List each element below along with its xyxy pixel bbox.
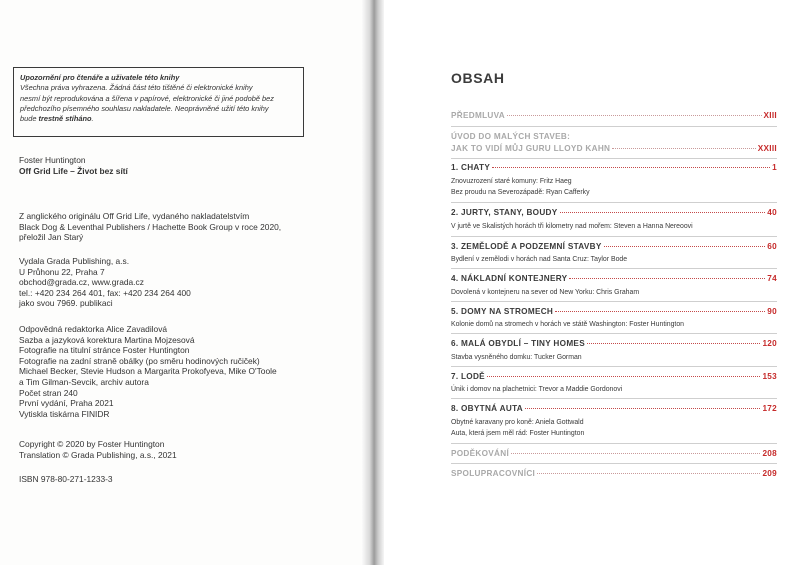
toc-separator — [451, 268, 777, 269]
notice-line: nesmí být reprodukována a šířena v papírové, elektronické či jiné podobě bez — [20, 93, 274, 103]
toc-subentry: Obytné karavany pro koně: Aniela Gottwald — [451, 419, 584, 426]
toc-subentry: Únik i domov na plachetnici: Trevor a Maddie Gordonovi — [451, 386, 623, 393]
imprint-author-block — [19, 155, 128, 176]
toc-entry-page: XXIII — [757, 144, 777, 153]
toc-separator — [451, 301, 777, 302]
toc-title: OBSAH — [451, 70, 505, 86]
toc-entry-label: 4. NÁKLADNÍ KONTEJNERY — [451, 274, 568, 283]
toc-entry-page: 120 — [762, 339, 777, 348]
toc-subentry: Bydlení v zemělodi v horách nad Santa Cruz: Taylor Bode — [451, 256, 628, 263]
imprint-line: tel.: +420 234 264 401, fax: +420 234 264 400 — [19, 287, 191, 298]
toc-entry-chapter-3 — [451, 242, 777, 251]
imprint-line: přeložil Jan Starý — [19, 232, 84, 243]
toc-entry-label: 3. ZEMĚLODĚ A PODZEMNÍ STAVBY — [451, 242, 602, 251]
toc-entry-label: JAK TO VIDÍ MŮJ GURU LLOYD KAHN — [451, 144, 611, 153]
toc-dot-leader — [492, 167, 770, 168]
notice-last-suffix: . — [91, 114, 94, 124]
toc-entry-label: 2. JURTY, STANY, BOUDY — [451, 208, 558, 217]
toc-entry-podekovani — [451, 449, 777, 458]
notice-heading: Upozornění pro čtenáře a uživatele této knihy — [20, 73, 180, 82]
toc-entry-label: 1. CHATY — [451, 163, 491, 172]
toc-separator — [451, 463, 777, 464]
toc-entry-page: 60 — [767, 242, 777, 251]
imprint-credits-block — [19, 324, 277, 419]
imprint-line: Fotografie na titulní stránce Foster Huntington — [19, 345, 190, 356]
toc-subentry: Auta, která jsem měl rád: Foster Huntington — [451, 430, 585, 437]
toc-entry-page: 153 — [762, 372, 777, 381]
imprint-line: Odpovědná redaktorka Alice Zavadilová — [19, 324, 168, 334]
imprint-publisher-block — [19, 256, 191, 309]
imprint-line: Sazba a jazyková korektura Martina Mojzesová — [19, 334, 195, 345]
imprint-line: U Průhonu 22, Praha 7 — [19, 266, 105, 277]
toc-dot-leader — [525, 408, 760, 409]
imprint-line: Z anglického originálu Off Grid Life, vydaného nakladatelstvím — [19, 211, 250, 221]
toc-entry-chapter-8 — [451, 404, 777, 413]
notice-line: předchozího písemného souhlasu nakladatele. Neoprávněné užití této knihy — [20, 103, 269, 113]
toc-dot-leader — [587, 343, 760, 344]
toc-entry-chapter-6 — [451, 339, 777, 348]
toc-entry-label: SPOLUPRACOVNÍCI — [451, 469, 536, 478]
toc-separator — [451, 443, 777, 444]
toc-separator — [451, 126, 777, 127]
toc-entry-chapter-5 — [451, 307, 777, 316]
imprint-author: Foster Huntington — [19, 155, 86, 165]
toc-entry-page: 172 — [762, 404, 777, 413]
toc-entry-label: PŘEDMLUVA — [451, 111, 505, 120]
toc-separator — [451, 236, 777, 237]
copyright-notice-box — [13, 67, 304, 137]
notice-line — [20, 114, 297, 124]
toc-dot-leader — [604, 246, 766, 247]
toc-subentry: Stavba vysněného domku: Tucker Gorman — [451, 354, 582, 361]
imprint-line: Black Dog & Leventhal Publishers / Hachette Book Group v roce 2020, — [19, 221, 282, 232]
imprint-isbn-block — [19, 474, 113, 485]
imprint-line: První vydání, Praha 2021 — [19, 398, 114, 409]
toc-dot-leader — [511, 453, 760, 454]
toc-subentry: Dovolená v kontejneru na sever od New Yorku: Chris Graham — [451, 289, 640, 296]
toc-dot-leader — [555, 311, 765, 312]
imprint-line: Translation © Grada Publishing, a.s., 2021 — [19, 449, 177, 460]
toc-separator — [451, 333, 777, 334]
toc-separator — [451, 366, 777, 367]
toc-entry-chapter-2 — [451, 208, 777, 217]
imprint-isbn: ISBN 978-80-271-1233-3 — [19, 474, 113, 484]
imprint-line: Michael Becker, Stevie Hudson a Margarita Prokofyeva, Mike O'Toole — [19, 366, 277, 377]
imprint-line: Počet stran 240 — [19, 387, 78, 398]
toc-entry-uvod-line1: ÚVOD DO MALÝCH STAVEB: — [451, 132, 571, 141]
toc-entry-page: 1 — [772, 163, 777, 172]
toc-dot-leader — [612, 148, 755, 149]
toc-separator — [451, 158, 777, 159]
toc-separator — [451, 398, 777, 399]
toc-subentry: V jurtě ve Skalistých horách tři kilometry nad mořem: Steven a Hanna Nereoovi — [451, 223, 693, 230]
toc-entry-label: 6. MALÁ OBYDLÍ – TINY HOMES — [451, 339, 585, 348]
toc-entry-page: 74 — [767, 274, 777, 283]
toc-separator — [451, 202, 777, 203]
book-gutter — [362, 0, 384, 565]
toc-entry-page: 209 — [762, 469, 777, 478]
toc-dot-leader — [569, 278, 765, 279]
imprint-line: obchod@grada.cz, www.grada.cz — [19, 277, 144, 288]
toc-dot-leader — [507, 115, 762, 116]
toc-entry-uvod — [451, 144, 777, 153]
imprint-line: Fotografie na zadní straně obálky (po směru hodinových ručiček) — [19, 355, 260, 366]
imprint-line: jako svou 7969. publikaci — [19, 298, 113, 309]
toc-entry-label: 8. OBYTNÁ AUTA — [451, 404, 523, 413]
toc-entry-page: 208 — [762, 449, 777, 458]
toc-entry-page: 90 — [767, 307, 777, 316]
imprint-translation-block — [19, 211, 281, 243]
notice-last-prefix: bude — [20, 114, 39, 124]
toc-entry-predmluva — [451, 111, 777, 120]
imprint-title: Off Grid Life – Život bez sítí — [19, 165, 128, 176]
toc-dot-leader — [560, 212, 766, 213]
imprint-copyright-block — [19, 439, 177, 460]
toc-dot-leader — [487, 376, 760, 377]
imprint-line: Copyright © 2020 by Foster Huntington — [19, 439, 165, 449]
toc-entry-chapter-4 — [451, 274, 777, 283]
toc-entry-chapter-7 — [451, 372, 777, 381]
toc-entry-label: 7. LODĚ — [451, 372, 485, 381]
toc-entry-label: PODĚKOVÁNÍ — [451, 449, 510, 458]
toc-subentry: Bez proudu na Severozápadě: Ryan Cafferky — [451, 189, 590, 196]
toc-entry-spolupracovnici — [451, 469, 777, 478]
imprint-line: a Tim Gilman-Sevcik, archiv autora — [19, 376, 149, 387]
notice-line: Všechna práva vyhrazena. Žádná část této tištěné či elektronické knihy — [20, 83, 253, 93]
toc-subentry: Znovuzrození staré komuny: Fritz Haeg — [451, 178, 572, 185]
toc-dot-leader — [537, 473, 760, 474]
imprint-line: Vydala Grada Publishing, a.s. — [19, 256, 130, 266]
toc-subentry: Kolonie domů na stromech v horách ve státě Washington: Foster Huntington — [451, 321, 685, 328]
toc-entry-page: XIII — [763, 111, 777, 120]
notice-highlight: trestně stíháno — [38, 114, 92, 124]
toc-entry-label: 5. DOMY NA STROMECH — [451, 307, 554, 316]
toc-entry-page: 40 — [767, 208, 777, 217]
toc-entry-chapter-1 — [451, 163, 777, 172]
imprint-line: Vytiskla tiskárna FINIDR — [19, 408, 110, 419]
